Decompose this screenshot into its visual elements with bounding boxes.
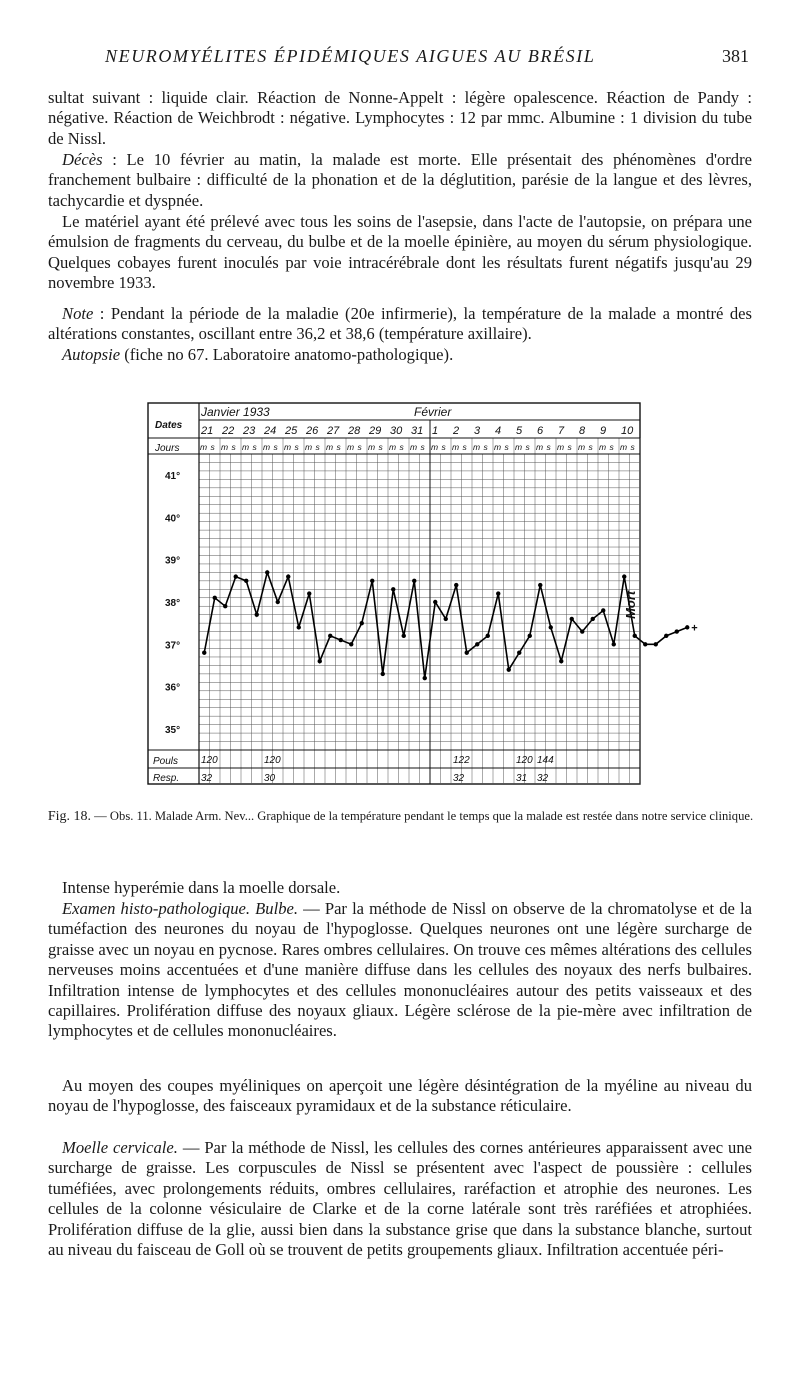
period-label: s — [546, 442, 551, 452]
period-label: m — [473, 442, 481, 452]
period-label: s — [420, 442, 425, 452]
temperature-point — [265, 570, 269, 574]
text: : Le 10 février au matin, la malade est morte. Elle présentait des phénomènes d'ordre franchement bulbaire : difficulté de la phonation et de la déglutition, parésie de la langue et des lèvres, tachycardie et dyspnée. — [48, 150, 752, 210]
period-label: s — [231, 442, 236, 452]
paragraph-myelin — [48, 1076, 752, 1117]
date-label: 29 — [369, 425, 382, 437]
period-label: m — [599, 442, 607, 452]
paragraph-autopsy — [48, 345, 752, 365]
period-label: s — [294, 442, 299, 452]
temperature-point — [454, 583, 458, 587]
temperature-point — [339, 638, 343, 642]
temperature-point — [612, 642, 616, 646]
period-label: s — [273, 442, 278, 452]
date-label: 7 — [558, 425, 565, 437]
temperature-point — [402, 634, 406, 638]
period-label: m — [515, 442, 523, 452]
pouls-value: 120 — [201, 755, 218, 766]
temperature-chart — [147, 402, 698, 790]
temperature-point — [517, 651, 521, 655]
period-label: s — [210, 442, 215, 452]
dates-label: Dates — [155, 420, 183, 431]
date-label: 5 — [516, 425, 523, 437]
temperature-point — [549, 625, 553, 629]
paragraph-moelle-cervicale — [48, 1138, 752, 1260]
y-tick-label: 36° — [165, 682, 181, 694]
lead-note: Note — [62, 304, 94, 323]
temperature-point — [685, 625, 689, 629]
temperature-point — [633, 634, 637, 638]
temperature-point — [202, 651, 206, 655]
temperature-point — [496, 591, 500, 595]
text: sultat suivant : liquide clair. Réaction de Nonne-Appelt : légère opalescence. Réaction de Pandy : négative. Réaction de Weichbrodt : négative. Lymphocytes : 12 par mmc. Albumine : 1 division du tube de Nissl. — [48, 88, 752, 148]
figure-caption — [28, 808, 773, 825]
temperature-point — [244, 579, 248, 583]
period-label: m — [263, 442, 271, 452]
temperature-point — [360, 621, 364, 625]
text: Intense hyperémie dans la moelle dorsale. — [62, 878, 341, 897]
temperature-point — [255, 612, 259, 616]
text: — Par la méthode de Nissl on observe de la chromatolyse et de la tuméfaction des neurones du noyau de l'hypoglosse. Quelques neurones ont une légère surcharge de graisse avec un noyau en pycnose. Rares ombres cellulaires. On trouve ces mêmes altérations des cellules nerveuses moins accentuées et d'une manière diffuse dans les cellules des noyaux des nerfs bulbaires. Infiltration intense de lymphocytes et des cellules mononucléaires autour des petits vaisseaux et des capillaires. Prolifération diffuse des noyaux gliaux. Légère sclérose de la pie-mère avec infiltration de lymphocytes et de cellules mononucléaires. — [48, 899, 752, 1041]
period-label: m — [389, 442, 397, 452]
pouls-label: Pouls — [153, 756, 179, 767]
period-label: s — [336, 442, 341, 452]
date-label: 10 — [621, 425, 634, 437]
period-label: m — [557, 442, 565, 452]
period-label: s — [462, 442, 467, 452]
lead-deces: Décès — [62, 150, 103, 169]
paragraph-hyperemia — [48, 878, 752, 898]
y-tick-label: 40° — [165, 513, 181, 525]
period-label: s — [483, 442, 488, 452]
resp-value: 30 — [264, 773, 276, 784]
date-label: 25 — [285, 425, 298, 437]
date-label: 24 — [264, 425, 277, 437]
temperature-point — [307, 591, 311, 595]
temperature-point — [444, 617, 448, 621]
date-label: 27 — [327, 425, 340, 437]
temperature-point — [433, 600, 437, 604]
death-label: Mort — [623, 590, 638, 619]
period-label: m — [494, 442, 502, 452]
resp-label: Resp. — [153, 773, 180, 784]
temperature-point — [465, 651, 469, 655]
date-label: 4 — [495, 425, 502, 437]
paragraph-csf-results — [48, 88, 752, 149]
date-label: 28 — [348, 425, 361, 437]
chart-root — [148, 403, 698, 784]
y-tick-label: 38° — [165, 598, 181, 609]
resp-value: 32 — [453, 773, 465, 784]
text: Au moyen des coupes myéliniques on aperçoit une légère désintégration de la myéline au niveau du noyau de l'hypoglosse, des faisceaux pyramidaux et de la substance réticulaire. — [48, 1076, 752, 1116]
temperature-point — [622, 574, 626, 578]
period-label: s — [378, 442, 383, 452]
date-label: 30 — [390, 425, 403, 437]
paragraph-note — [48, 304, 752, 345]
paragraph-death — [48, 150, 752, 211]
date-label: 8 — [579, 425, 586, 437]
period-label: s — [504, 442, 509, 452]
grid — [199, 438, 640, 784]
temperature-point — [412, 579, 416, 583]
temperature-point — [234, 574, 238, 578]
resp-value: 32 — [537, 773, 549, 784]
lead-moelle: Moelle cervicale. — [62, 1138, 178, 1157]
month-label: Janvier 1933 — [201, 405, 270, 419]
temperature-point — [559, 659, 563, 663]
temperature-point — [391, 587, 395, 591]
period-label: s — [399, 442, 404, 452]
period-label: m — [452, 442, 460, 452]
temperature-point — [654, 642, 658, 646]
period-label: m — [536, 442, 544, 452]
paragraph-material — [48, 212, 752, 294]
figure-number: Fig. 18. — [47, 809, 92, 824]
temperature-point — [423, 676, 427, 680]
period-label: s — [525, 442, 530, 452]
figure-caption-text: — Obs. 11. Malade Arm. Nev... Graphique de la température pendant le temps que la malade est restée dans notre service clinique. — [91, 809, 754, 823]
text: : Pendant la période de la maladie (20e infirmerie), la température de la malade a montré des altérations constantes, oscillant entre 36,2 et 38,6 (température axillaire). — [48, 304, 752, 344]
date-label: 23 — [243, 425, 256, 437]
temperature-point — [328, 634, 332, 638]
temperature-point — [570, 617, 574, 621]
period-label: m — [368, 442, 376, 452]
temperature-point — [276, 600, 280, 604]
temperature-point — [580, 629, 584, 633]
running-title: NEUROMYÉLITES ÉPIDÉMIQUES AIGUES AU BRÉSIL — [105, 46, 596, 66]
period-label: m — [431, 442, 439, 452]
temperature-point — [475, 642, 479, 646]
date-label: 1 — [432, 425, 439, 437]
temperature-point — [643, 642, 647, 646]
resp-value: 31 — [516, 773, 528, 784]
date-label: 31 — [411, 425, 424, 437]
text: Le matériel ayant été prélevé avec tous les soins de l'asepsie, dans l'acte de l'autopsie, on prépara une émulsion de fragments du cerveau, du bulbe et de la moelle épinière, au moyen du sérum physiologique. Quelques cobayes furent inoculés par voie intracérébrale dont les résultats furent négatifs jusqu'au 29 novembre 1933. — [48, 212, 752, 293]
period-label: s — [252, 442, 257, 452]
temperature-point — [486, 634, 490, 638]
period-label: m — [410, 442, 418, 452]
temperature-point — [601, 608, 605, 612]
temperature-line — [204, 572, 687, 678]
temperature-point — [675, 629, 679, 633]
pouls-value: 120 — [516, 755, 533, 766]
temperature-point — [318, 659, 322, 663]
period-label: m — [620, 442, 628, 452]
text: — Par la méthode de Nissl, les cellules des cornes antérieures apparaissent avec une surcharge de graisse. Les corpuscules de Nissl se présentent avec l'aspect de poussière : cellules tuméfiées, avec prolongements réduits, ombres cellulaires, raréfaction et atrophie des neurones. Les cellules de la colonne vésiculaire de Clarke et de la corne latérale sont très raréfiées et atrophiées. Prolifération diffuse de la glie, aussi bien dans la substance grise que dans la substance blanche, surtout au niveau du faisceau de Goll où se trouvent de petits groupements gliaux. Infiltration accentuée péri- — [48, 1138, 752, 1260]
date-label: 22 — [222, 425, 235, 437]
temperature-point — [370, 579, 374, 583]
period-label: m — [221, 442, 229, 452]
date-label: 6 — [537, 425, 544, 437]
date-label: 3 — [474, 425, 481, 437]
temperature-point — [381, 672, 385, 676]
period-label: m — [578, 442, 586, 452]
period-label: m — [284, 442, 292, 452]
temperature-point — [286, 574, 290, 578]
pouls-value: 120 — [264, 755, 281, 766]
temperature-point — [297, 625, 301, 629]
pouls-value: 122 — [453, 755, 470, 766]
period-label: m — [305, 442, 313, 452]
date-label: 9 — [600, 425, 607, 437]
period-label: s — [630, 442, 635, 452]
y-tick-label: 37° — [165, 640, 181, 652]
period-label: s — [588, 442, 593, 452]
period-label: m — [347, 442, 355, 452]
temperature-point — [591, 617, 595, 621]
jours-label: Jours — [155, 443, 180, 454]
y-tick-label: 41° — [165, 471, 181, 483]
date-label: 2 — [453, 425, 460, 437]
period-label: m — [326, 442, 334, 452]
period-label: s — [315, 442, 320, 452]
temperature-point — [528, 634, 532, 638]
death-symbol: + — [691, 622, 698, 635]
month-label: Février — [414, 405, 452, 419]
date-label: 21 — [201, 425, 214, 437]
lead-autopsie: Autopsie — [62, 345, 121, 364]
resp-value: 32 — [201, 773, 213, 784]
temperature-point — [538, 583, 542, 587]
period-label: s — [567, 442, 572, 452]
paragraph-bulbe — [48, 899, 752, 1042]
text: (fiche no 67. Laboratoire anatomo-pathologique). — [120, 345, 454, 364]
running-header — [0, 46, 800, 70]
page-number: 381 — [722, 46, 749, 66]
lead-bulbe: Examen histo-pathologique. Bulbe. — [62, 899, 299, 918]
y-tick-label: 39° — [165, 555, 181, 567]
period-label: s — [609, 442, 614, 452]
temperature-point — [349, 642, 353, 646]
date-label: 26 — [306, 425, 319, 437]
temperature-point — [664, 634, 668, 638]
y-tick-label: 35° — [165, 724, 181, 736]
temperature-point — [507, 667, 511, 671]
temperature-point — [213, 596, 217, 600]
period-label: m — [242, 442, 250, 452]
temperature-point — [223, 604, 227, 608]
period-label: s — [357, 442, 362, 452]
period-label: s — [441, 442, 446, 452]
period-label: m — [200, 442, 208, 452]
pouls-value: 144 — [537, 755, 554, 766]
